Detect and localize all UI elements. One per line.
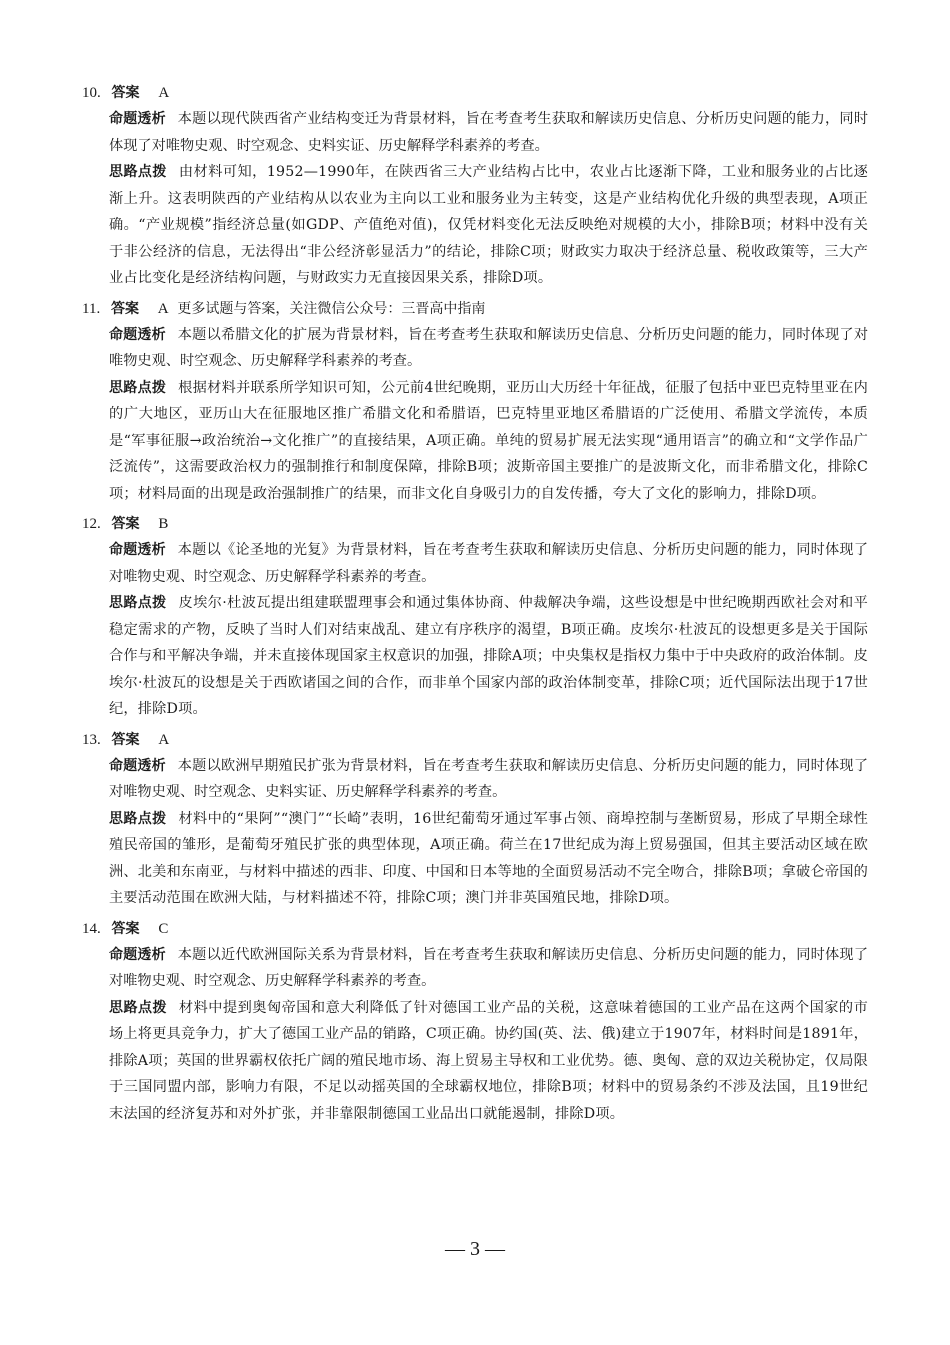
question-10 [82, 78, 868, 292]
topic-block [109, 322, 868, 375]
question-number: 12. [82, 516, 101, 532]
reasoning-text: 由材料可知，1952—1990年，在陕西省三大产业结构占比中，农业占比逐渐下降，工业和服务业的占比逐渐上升。这表明陕西的产业结构从以农业为主向以工业和服务业为主转变，这是产业结构优化升级的典型表现，A项正确。“产业规模”指经济总量(如GDP、产值绝对值)，仅凭材料变化无法反映绝对规模的大小，排除B项；材料中没有关于非公经济的信息，无法得出“非公经济彰显活力”的结论，排除C项；财政实力取决于经济总量、税收政策等，三大产业占比变化是经济结构问题，与财政实力无直接因果关系，排除D项。 [109, 164, 868, 286]
promo-text: 更多试题与答案，关注微信公众号：三晋高中指南 [177, 300, 486, 317]
topic-label: 命题透析 [109, 111, 166, 127]
topic-label: 命题透析 [109, 542, 166, 558]
topic-label: 命题透析 [109, 757, 166, 774]
topic-text: 本题以希腊文化的扩展为背景材料，旨在考查考生获取和解读历史信息、分析历史问题的能力，同时体现了对唯物史观、时空观念、历史解释学科素养的考查。 [109, 326, 869, 369]
question-11 [82, 294, 868, 508]
reasoning-label: 思路点拨 [109, 379, 167, 396]
question-number: 10. [82, 85, 101, 101]
question-14 [82, 914, 868, 1128]
reasoning-block [109, 159, 868, 292]
answer-value: A [158, 731, 170, 748]
page-number: — 3 — [445, 1238, 505, 1260]
question-header [82, 294, 868, 322]
reasoning-block [109, 995, 868, 1128]
topic-text: 本题以欧洲早期殖民扩张为背景材料，旨在考查考生获取和解读历史信息、分析历史问题的能力，同时体现了对唯物史观、时空观念、史料实证、历史解释学科素养的考查。 [109, 757, 869, 800]
reasoning-block [109, 806, 868, 912]
question-header [82, 914, 868, 942]
question-header [82, 725, 868, 753]
reasoning-label: 思路点拨 [109, 595, 167, 611]
topic-block [109, 537, 868, 590]
reasoning-block [109, 375, 868, 508]
reasoning-label: 思路点拨 [109, 164, 167, 180]
topic-block [109, 106, 868, 159]
topic-text: 本题以近代欧洲国际关系为背景材料，旨在考查考生获取和解读历史信息、分析历史问题的能力，同时体现了对唯物史观、时空观念、历史解释学科素养的考查。 [109, 946, 869, 989]
reasoning-text: 材料中提到奥匈帝国和意大利降低了针对德国工业产品的关税，这意味着德国的工业产品在这两个国家的市场上将更具竞争力，扩大了德国工业产品的销路，C项正确。协约国(英、法、俄)建立于1907年，材料时间是1891年，排除A项；英国的世界霸权依托广阔的殖民地市场、海上贸易主导权和工业优势。德、奥匈、意的双边关税协定，仅局限于三国同盟内部，影响力有限，不足以动摇英国的全球霸权地位，排除B项；材料中的贸易条约不涉及法国，且19世纪末法国的经济复苏和对外扩张，并非靠限制德国工业品出口就能遏制，排除D项。 [109, 999, 868, 1122]
answer-label: 答案 [111, 731, 140, 748]
question-header [82, 509, 868, 537]
question-13 [82, 725, 868, 912]
topic-label: 命题透析 [109, 946, 166, 963]
answer-label: 答案 [111, 920, 140, 937]
reasoning-text: 根据材料并联系所学知识可知，公元前4世纪晚期，亚历山大历经十年征战，征服了包括中亚巴克特里亚在内的广大地区，亚历山大在征服地区推广希腊文化和希腊语，巴克特里亚地区希腊语的广泛使用、希腊文学流传，本质是“军事征服→政治统治→文化推广”的直接结果，A项正确。单纯的贸易扩展无法实现“通用语言”的确立和“文学作品广泛流传”，这需要政治权力的强制推行和制度保障，排除B项；波斯帝国主要推广的是波斯文化，而非希腊文化，排除C项；材料局面的出现是政治强制推广的结果，而非文化自身吸引力的自发传播，夸大了文化的影响力，排除D项。 [109, 379, 868, 502]
answer-value: B [158, 516, 169, 532]
question-12 [82, 509, 868, 723]
reasoning-block [109, 590, 868, 723]
topic-block [109, 753, 868, 806]
answer-label: 答案 [111, 85, 140, 101]
reasoning-text: 材料中的“果阿”“澳门”“长崎”表明，16世纪葡萄牙通过军事占领、商埠控制与垄断贸易，形成了早期全球性殖民帝国的雏形，是葡萄牙殖民扩张的典型体现，A项正确。荷兰在17世纪成为海上贸易强国，但其主要活动区域在欧洲、北美和东南亚，与材料中描述的西非、印度、中国和日本等地的全面贸易活动不完全吻合，排除B项；拿破仑帝国的主要活动范围在欧洲大陆，与材料描述不符，排除C项；澳门并非英国殖民地，排除D项。 [109, 810, 868, 906]
topic-text: 本题以现代陕西省产业结构变迁为背景材料，旨在考查考生获取和解读历史信息、分析历史问题的能力，同时体现了对唯物史观、时空观念、史料实证、历史解释学科素养的考查。 [109, 111, 869, 154]
question-number: 11. [82, 300, 101, 317]
reasoning-label: 思路点拨 [109, 999, 167, 1016]
reasoning-label: 思路点拨 [109, 810, 167, 827]
answer-value: A [158, 85, 170, 101]
topic-block [109, 942, 868, 995]
question-header [82, 78, 868, 106]
topic-text: 本题以《论圣地的光复》为背景材料，旨在考查考生获取和解读历史信息、分析历史问题的能力，同时体现了对唯物史观、时空观念、历史解释学科素养的考查。 [109, 542, 869, 585]
reasoning-text: 皮埃尔·杜波瓦提出组建联盟理事会和通过集体协商、仲裁解决争端，这些设想是中世纪晚期西欧社会对和平稳定需求的产物，反映了当时人们对结束战乱、建立有序秩序的渴望，B项正确。皮埃尔·杜波瓦的设想更多是关于国际合作与和平解决争端，并未直接体现国家主权意识的加强，排除A项；中央集权是指权力集中于中央政府的政治体制。皮埃尔·杜波瓦的设想是关于西欧诸国之间的合作，而非单个国家内部的政治体制变革，排除C项；近代国际法出现于17世纪，排除D项。 [109, 595, 868, 717]
question-number: 13. [82, 731, 101, 748]
answer-label: 答案 [110, 300, 139, 317]
answer-value: A [157, 300, 169, 317]
question-number: 14. [82, 920, 101, 937]
answer-value: C [158, 920, 169, 937]
answer-label: 答案 [111, 516, 140, 532]
topic-label: 命题透析 [109, 326, 166, 343]
